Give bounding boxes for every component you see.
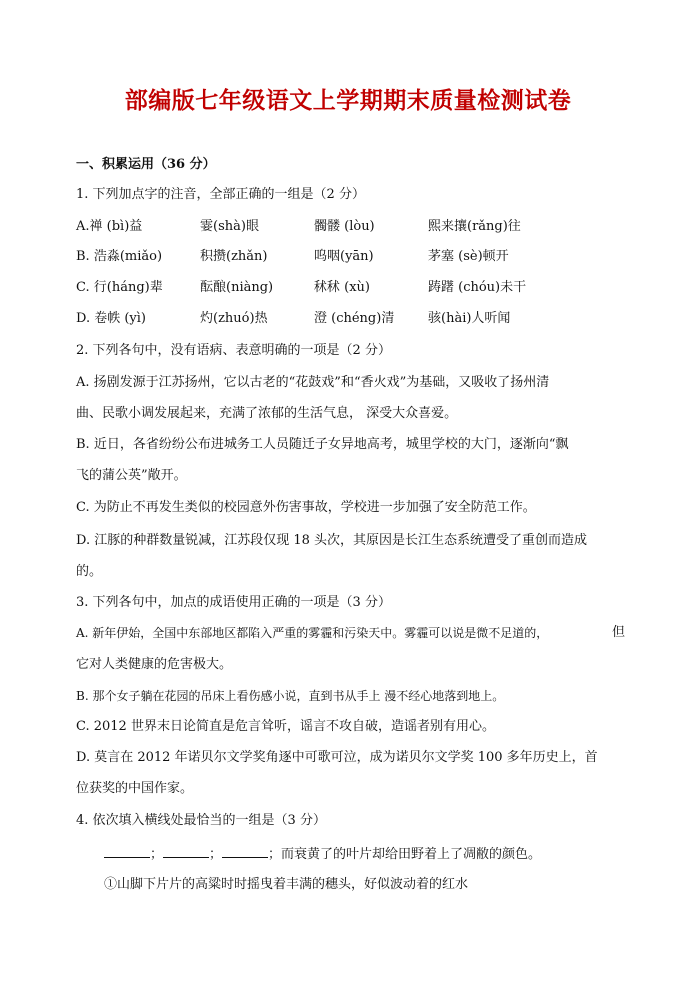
q4-stem: 4. 依次填入横线处最恰当的一组是（3 分） bbox=[76, 813, 326, 828]
q1-option-c-4: 踌躇 (chóu)未干 bbox=[428, 280, 527, 295]
q3-stem: 3. 下列各句中，加点的成语使用正确的一项是（3 分） bbox=[76, 595, 391, 610]
q1-option-a-4: 熙来攘(rǎng)往 bbox=[428, 219, 521, 234]
q2-option-a-line2: 曲、民歌小调发展起来，充满了浓郁的生活气息， 深受大众喜爱。 bbox=[76, 406, 458, 421]
q3-option-d-line2: 位获奖的中国作家。 bbox=[76, 781, 194, 796]
q1-option-d-2: 灼(zhuó)热 bbox=[200, 311, 268, 326]
q2-option-d-line2: 的。 bbox=[76, 564, 103, 579]
q1-option-d-3: 澄 (chéng)清 bbox=[314, 311, 395, 326]
q2-option-b-line1: B. 近日，各省纷纷公布进城务工人员随迁子女异地高考，城里学校的大门，逐渐向“飘 bbox=[76, 437, 569, 452]
q1-option-d-4: 骇(hài)人听闻 bbox=[428, 311, 511, 326]
q4-item-1: ①山脚下片片的高粱时时摇曳着丰满的穗头，好似波动着的红水 bbox=[104, 877, 469, 892]
q1-option-a-1: A.禅 (bì)益 bbox=[76, 219, 143, 234]
page-title: 部编版七年级语文上学期期末质量检测试卷 bbox=[124, 87, 572, 114]
q1-option-a-3: 髑髅 (lòu) bbox=[314, 219, 375, 234]
section-heading: 一、积累运用（36 分） bbox=[76, 157, 216, 172]
q1-option-a-2: 霎(shà)眼 bbox=[200, 219, 259, 234]
q2-option-c-line1: C. 为防止不再发生类似的校园意外伤害事故，学校进一步加强了安全防范工作。 bbox=[76, 500, 536, 515]
q1-option-c-2: 酝酿(niàng) bbox=[200, 280, 274, 295]
answer-blank-3[interactable] bbox=[222, 845, 268, 858]
q1-option-b-4: 茅塞 (sè)顿开 bbox=[428, 249, 509, 264]
blank-separator-2: ； bbox=[209, 847, 223, 862]
q1-stem: 1. 下列加点字的注音，全部正确的一组是（2 分） bbox=[76, 187, 365, 202]
q2-option-d-line1: D. 江豚的种群数量锐减，江苏段仅现 18 头次，其原因是长江生态系统遭受了重创而造成 bbox=[76, 533, 588, 548]
q4-fill-tail: ；而衰黄了的叶片却给田野着上了凋敝的颜色。 bbox=[268, 847, 542, 862]
q1-option-b-2: 积攒(zhǎn) bbox=[200, 249, 268, 264]
q1-option-d-1: D. 卷帙 (yì) bbox=[76, 311, 147, 326]
answer-blank-2[interactable] bbox=[163, 845, 209, 858]
blank-separator-1: ； bbox=[150, 847, 164, 862]
q2-option-a-line1: A. 扬剧发源于江苏扬州，它以古老的“花鼓戏”和“香火戏”为基础，又吸收了扬州清 bbox=[76, 375, 550, 390]
q1-option-b-1: B. 浩淼(miǎo) bbox=[76, 249, 163, 264]
q1-option-c-3: 秫秫 (xù) bbox=[314, 280, 370, 295]
answer-blank-1[interactable] bbox=[104, 845, 150, 858]
q2-option-b-line2: 飞的蒲公英”敞开。 bbox=[76, 468, 187, 483]
q3-option-d-line1: D. 莫言在 2012 年诺贝尔文学奖角逐中可歌可泣，成为诺贝尔文学奖 100 多年历史上，首 bbox=[76, 750, 598, 765]
q3-option-c-line1: C. 2012 世界末日论简直是危言耸听，谣言不攻自破，造谣者别有用心。 bbox=[76, 719, 495, 734]
q1-option-c-1: C. 行(háng)辈 bbox=[76, 280, 163, 295]
q3-option-a-line1: A. 新年伊始，全国中东部地区都陷入严重的雾霾和污染天中。雾霾可以说是微不足道的， bbox=[76, 626, 549, 640]
q3-option-b-line1: B. 那个女子躺在花园的吊床上看伤感小说，直到书从手上 漫不经心地落到地上。 bbox=[76, 689, 505, 703]
q4-fill-line bbox=[104, 845, 541, 864]
q3-option-a-line2: 它对人类健康的危害极大。 bbox=[76, 657, 233, 672]
q2-stem: 2. 下列各句中，没有语病、表意明确的一项是（2 分） bbox=[76, 343, 391, 358]
q3-option-a-tail: 但 bbox=[612, 625, 626, 640]
q1-option-b-3: 呜咽(yān) bbox=[314, 249, 374, 264]
